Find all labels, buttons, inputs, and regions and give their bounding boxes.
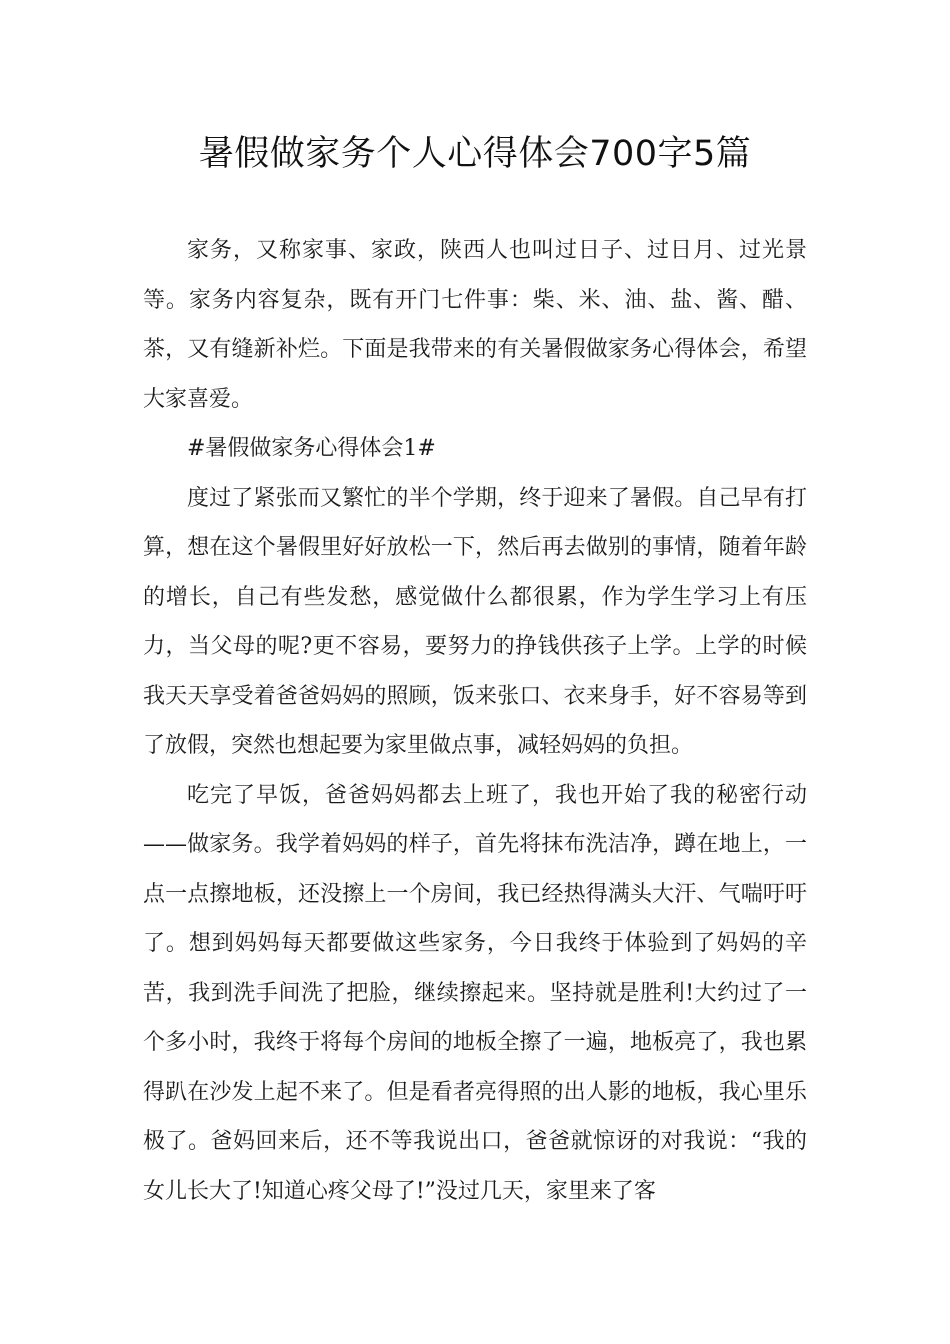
section-heading: #暑假做家务心得体会1# bbox=[187, 436, 436, 461]
intro-paragraph: 家务，又称家事、家政，陕西人也叫过日子、过日月、过光景等。家务内容复杂，既有开门七件事：柴、米、油、盐、酱、醋、茶，又有缝新补烂。下面是我带来的有关暑假做家务心得体会，希望大家喜爱。 bbox=[143, 238, 807, 412]
body-paragraph: 吃完了早饭，爸爸妈妈都去上班了，我也开始了我的秘密行动——做家务。我学着妈妈的样子，首先将抹布洗洁净，蹲在地上，一点一点擦地板，还没擦上一个房间，我已经热得满头大汗、气喘吁吁了。想到妈妈每天都要做这些家务，今日我终于体验到了妈妈的辛苦，我到洗手间洗了把脸，继续擦起来。坚持就是胜利!大约过了一个多小时，我终于将每个房间的地板全擦了一遍，地板亮了，我也累得趴在沙发上起不来了。但是看者亮得照的出人影的地板，我心里乐极了。爸妈回来后，还不等我说出口，爸爸就惊讶的对我说：“我的女儿长大了!知道心疼父母了!”没过几天，家里来了客 bbox=[143, 782, 807, 1204]
document-title: 暑假做家务个人心得体会700字5篇 bbox=[198, 134, 752, 174]
body-paragraph: 度过了紧张而又繁忙的半个学期，终于迎来了暑假。自己早有打算，想在这个暑假里好好放松一下，然后再去做别的事情，随着年龄的增长，自己有些发愁，感觉做什么都很累，作为学生学习上有压力，当父母的呢?更不容易，要努力的挣钱供孩子上学。上学的时候我天天享受着爸爸妈妈的照顾，饭来张口、衣来身手，好不容易等到了放假，突然也想起要为家里做点事，减轻妈妈的负担。 bbox=[143, 485, 807, 758]
document-body bbox=[143, 226, 807, 1216]
